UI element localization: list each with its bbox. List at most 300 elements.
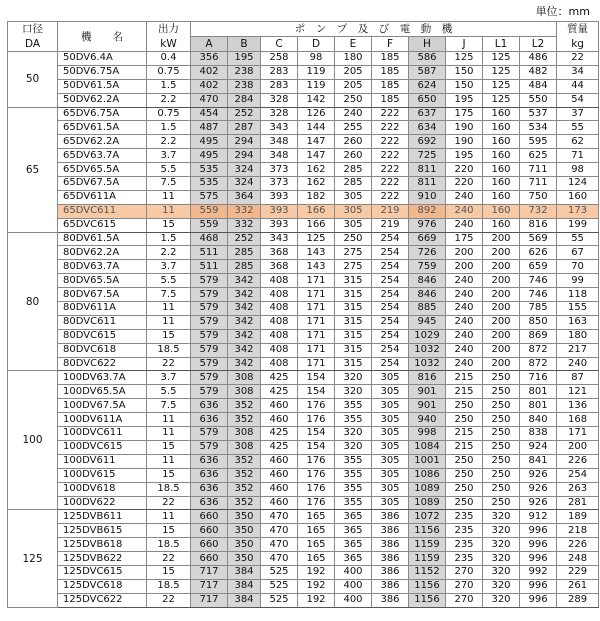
dimension-cell: 373	[261, 163, 298, 177]
dimension-cell: 215	[446, 427, 483, 441]
dimension-cell: 342	[228, 357, 261, 371]
dimension-cell: 160	[483, 107, 520, 121]
dimension-cell: 324	[228, 177, 261, 191]
header-col-b: B	[228, 37, 261, 52]
table-row	[8, 343, 599, 357]
dimension-cell: 192	[298, 565, 335, 579]
power-cell: 5.5	[147, 163, 191, 177]
power-cell: 2.2	[147, 246, 191, 260]
dimension-cell: 386	[372, 579, 409, 593]
dimension-cell: 222	[372, 163, 409, 177]
dimension-cell: 998	[409, 427, 446, 441]
dimension-cell: 238	[228, 79, 261, 93]
dimension-cell: 171	[298, 357, 335, 371]
dimension-cell: 240	[446, 302, 483, 316]
mass-cell: 62	[557, 135, 599, 149]
table-row	[8, 593, 599, 607]
dimension-cell: 945	[409, 315, 446, 329]
dimension-cell: 240	[446, 274, 483, 288]
dimension-cell: 182	[298, 190, 335, 204]
dimension-cell: 160	[483, 190, 520, 204]
table-row	[8, 274, 599, 288]
dimension-cell: 460	[261, 496, 298, 510]
dimension-cell: 308	[228, 427, 261, 441]
dimension-cell: 535	[191, 163, 228, 177]
model-cell: 100DV611A	[58, 413, 147, 427]
dimension-cell: 511	[191, 260, 228, 274]
mass-cell: 124	[557, 177, 599, 191]
table-row	[8, 121, 599, 135]
table-row	[8, 79, 599, 93]
dimension-cell: 342	[228, 302, 261, 316]
header-model: 機 名	[58, 22, 147, 52]
dimension-cell: 143	[298, 260, 335, 274]
dimension-cell: 320	[483, 538, 520, 552]
model-cell: 80DV62.2A	[58, 246, 147, 260]
power-cell: 15	[147, 440, 191, 454]
dimension-cell: 1084	[409, 440, 446, 454]
dimension-cell: 250	[483, 440, 520, 454]
dimension-cell: 254	[372, 329, 409, 343]
model-cell: 100DV611	[58, 454, 147, 468]
dimension-cell: 355	[335, 399, 372, 413]
dimension-cell: 343	[261, 232, 298, 246]
dimension-cell: 373	[261, 177, 298, 191]
dimension-cell: 250	[446, 496, 483, 510]
dimension-cell: 726	[409, 246, 446, 260]
dimension-cell: 460	[261, 482, 298, 496]
dimension-cell: 716	[520, 371, 557, 385]
dimension-cell: 579	[191, 371, 228, 385]
power-cell: 1.5	[147, 79, 191, 93]
mass-cell: 55	[557, 232, 599, 246]
dimension-cell: 332	[228, 204, 261, 218]
mass-cell: 200	[557, 440, 599, 454]
dimension-cell: 408	[261, 274, 298, 288]
table-row	[8, 218, 599, 232]
dimension-cell: 342	[228, 315, 261, 329]
dimension-cell: 650	[409, 93, 446, 107]
bore-cell: 125	[8, 510, 58, 607]
mass-cell: 99	[557, 274, 599, 288]
dimension-cell: 215	[446, 385, 483, 399]
dimension-cell: 850	[520, 315, 557, 329]
table-row	[8, 149, 599, 163]
dimension-cell: 343	[261, 121, 298, 135]
dimension-cell: 816	[520, 218, 557, 232]
dimension-cell: 171	[298, 302, 335, 316]
dimension-cell: 294	[228, 149, 261, 163]
dimension-cell: 940	[409, 413, 446, 427]
dimension-cell: 238	[228, 65, 261, 79]
dimension-cell: 425	[261, 440, 298, 454]
dimension-cell: 165	[298, 510, 335, 524]
mass-cell: 67	[557, 246, 599, 260]
dimension-cell: 270	[446, 593, 483, 607]
dimension-cell: 350	[228, 552, 261, 566]
dimension-cell: 240	[446, 357, 483, 371]
dimension-cell: 660	[191, 538, 228, 552]
dimension-cell: 534	[520, 121, 557, 135]
dimension-cell: 1032	[409, 357, 446, 371]
header-col-f: F	[372, 37, 409, 52]
dimension-cell: 305	[372, 385, 409, 399]
dimension-cell: 258	[261, 52, 298, 66]
dimension-cell: 200	[483, 329, 520, 343]
power-cell: 5.5	[147, 385, 191, 399]
dimension-cell: 470	[261, 552, 298, 566]
table-row	[8, 246, 599, 260]
dimension-cell: 125	[483, 52, 520, 66]
dimension-cell: 285	[335, 177, 372, 191]
table-row	[8, 65, 599, 79]
mass-cell: 70	[557, 260, 599, 274]
dimension-cell: 240	[335, 107, 372, 121]
dimension-cell: 1086	[409, 468, 446, 482]
dimension-cell: 320	[335, 427, 372, 441]
power-cell: 15	[147, 565, 191, 579]
dimension-cell: 470	[261, 538, 298, 552]
dimension-cell: 200	[483, 288, 520, 302]
dimension-cell: 1032	[409, 343, 446, 357]
table-row	[8, 302, 599, 316]
dimension-cell: 912	[520, 510, 557, 524]
dimension-cell: 240	[446, 190, 483, 204]
mass-cell: 226	[557, 454, 599, 468]
model-cell: 100DV618	[58, 482, 147, 496]
power-cell: 2.2	[147, 135, 191, 149]
dimension-cell: 235	[446, 538, 483, 552]
dimension-cell: 180	[335, 52, 372, 66]
dimension-cell: 176	[298, 496, 335, 510]
dimension-cell: 200	[483, 246, 520, 260]
model-cell: 65DV65.5A	[58, 163, 147, 177]
dimension-cell: 525	[261, 565, 298, 579]
model-cell: 100DV63.7A	[58, 371, 147, 385]
dimension-cell: 637	[409, 107, 446, 121]
dimension-cell: 305	[335, 190, 372, 204]
mass-cell: 180	[557, 329, 599, 343]
dimension-cell: 185	[372, 52, 409, 66]
dimension-cell: 926	[520, 496, 557, 510]
dimension-cell: 166	[298, 204, 335, 218]
dimension-cell: 511	[191, 246, 228, 260]
dimension-cell: 195	[446, 93, 483, 107]
dimension-cell: 355	[335, 496, 372, 510]
table-row	[8, 329, 599, 343]
dimension-cell: 785	[520, 302, 557, 316]
dimension-cell: 365	[335, 538, 372, 552]
dimension-cell: 579	[191, 274, 228, 288]
dimension-cell: 200	[483, 302, 520, 316]
model-cell: 80DV63.7A	[58, 260, 147, 274]
power-cell: 0.75	[147, 65, 191, 79]
dimension-cell: 176	[298, 454, 335, 468]
dimension-cell: 408	[261, 343, 298, 357]
dimension-cell: 254	[372, 232, 409, 246]
dimension-cell: 315	[335, 315, 372, 329]
dimension-cell: 250	[483, 371, 520, 385]
dimension-cell: 308	[228, 371, 261, 385]
dimension-cell: 801	[520, 399, 557, 413]
header-col-e: E	[335, 37, 372, 52]
dimension-cell: 364	[228, 190, 261, 204]
table-row	[8, 190, 599, 204]
power-cell: 18.5	[147, 343, 191, 357]
dimension-cell: 154	[298, 371, 335, 385]
dimension-cell: 200	[446, 260, 483, 274]
power-cell: 7.5	[147, 177, 191, 191]
power-cell: 3.7	[147, 260, 191, 274]
dimension-cell: 659	[520, 260, 557, 274]
dimension-cell: 166	[298, 218, 335, 232]
dimension-cell: 315	[335, 274, 372, 288]
dimension-cell: 996	[520, 524, 557, 538]
dimension-cell: 386	[372, 524, 409, 538]
mass-cell: 155	[557, 302, 599, 316]
dimension-cell: 200	[483, 232, 520, 246]
dimension-cell: 579	[191, 357, 228, 371]
dimension-cell: 636	[191, 468, 228, 482]
dimension-cell: 801	[520, 385, 557, 399]
dimension-cell: 98	[298, 52, 335, 66]
dimension-cell: 840	[520, 413, 557, 427]
dimension-cell: 579	[191, 302, 228, 316]
mass-cell: 263	[557, 482, 599, 496]
power-cell: 18.5	[147, 482, 191, 496]
dimension-cell: 350	[228, 524, 261, 538]
dimension-cell: 901	[409, 385, 446, 399]
dimension-cell: 305	[372, 440, 409, 454]
dimension-cell: 125	[298, 232, 335, 246]
dimension-cell: 250	[483, 468, 520, 482]
dimension-cell: 240	[446, 329, 483, 343]
dimension-cell: 222	[372, 107, 409, 121]
power-cell: 1.5	[147, 232, 191, 246]
mass-cell: 163	[557, 315, 599, 329]
header-pump-motor: ポ ン プ 及 び 電 動 機	[191, 22, 557, 37]
dimension-cell: 160	[483, 204, 520, 218]
power-cell: 15	[147, 329, 191, 343]
dimension-cell: 328	[261, 93, 298, 107]
dimension-cell: 1089	[409, 482, 446, 496]
dimension-cell: 579	[191, 440, 228, 454]
mass-cell: 289	[557, 593, 599, 607]
mass-cell: 217	[557, 343, 599, 357]
dimension-cell: 195	[446, 149, 483, 163]
dimension-cell: 393	[261, 218, 298, 232]
dimension-cell: 746	[520, 288, 557, 302]
dimension-cell: 320	[483, 579, 520, 593]
dimension-cell: 1089	[409, 496, 446, 510]
dimension-cell: 250	[483, 482, 520, 496]
model-cell: 100DV67.5A	[58, 399, 147, 413]
dimension-cell: 250	[446, 482, 483, 496]
dimension-cell: 386	[372, 510, 409, 524]
dimension-cell: 365	[335, 552, 372, 566]
header-col-l1: L1	[483, 37, 520, 52]
dimension-cell: 235	[446, 510, 483, 524]
dimension-cell: 254	[372, 302, 409, 316]
dimension-cell: 352	[228, 482, 261, 496]
dimension-cell: 315	[335, 343, 372, 357]
header-da-2: DA	[8, 37, 58, 52]
dimension-cell: 625	[520, 149, 557, 163]
power-cell: 22	[147, 357, 191, 371]
dimension-cell: 250	[335, 232, 372, 246]
power-cell: 22	[147, 593, 191, 607]
dimension-cell: 154	[298, 427, 335, 441]
power-cell: 11	[147, 413, 191, 427]
dimension-cell: 660	[191, 510, 228, 524]
model-cell: 80DV611A	[58, 302, 147, 316]
dimension-cell: 811	[409, 163, 446, 177]
dimension-cell: 176	[298, 468, 335, 482]
table-row	[8, 399, 599, 413]
dimension-cell: 150	[446, 79, 483, 93]
dimension-cell: 222	[372, 177, 409, 191]
dimension-cell: 215	[446, 371, 483, 385]
header-col-l2: L2	[520, 37, 557, 52]
mass-cell: 71	[557, 149, 599, 163]
header-power-2: kW	[147, 37, 191, 52]
power-cell: 15	[147, 524, 191, 538]
dimension-cell: 460	[261, 399, 298, 413]
dimension-cell: 165	[298, 552, 335, 566]
table-row	[8, 232, 599, 246]
dimension-cell: 468	[191, 232, 228, 246]
dimension-cell: 460	[261, 454, 298, 468]
dimension-cell: 222	[372, 135, 409, 149]
dimension-cell: 425	[261, 427, 298, 441]
dimension-cell: 725	[409, 149, 446, 163]
dimension-cell: 869	[520, 329, 557, 343]
dimension-cell: 393	[261, 204, 298, 218]
dimension-cell: 250	[483, 413, 520, 427]
mass-cell: 87	[557, 371, 599, 385]
dimension-cell: 160	[483, 135, 520, 149]
dimension-cell: 525	[261, 579, 298, 593]
dimension-cell: 160	[483, 121, 520, 135]
dimension-cell: 200	[483, 357, 520, 371]
dimension-cell: 1159	[409, 538, 446, 552]
model-cell: 80DVC618	[58, 343, 147, 357]
dimension-cell: 320	[483, 552, 520, 566]
unit-label: 単位：mm	[535, 5, 590, 18]
dimension-cell: 235	[446, 552, 483, 566]
dimension-cell: 200	[483, 274, 520, 288]
dimension-cell: 342	[228, 274, 261, 288]
mass-cell: 248	[557, 552, 599, 566]
model-cell: 80DVC611	[58, 315, 147, 329]
table-body	[8, 52, 599, 608]
dimension-cell: 711	[520, 163, 557, 177]
dimension-cell: 270	[446, 579, 483, 593]
header-power-1: 出力	[147, 22, 191, 37]
power-cell: 5.5	[147, 274, 191, 288]
dimension-cell: 460	[261, 468, 298, 482]
dimension-cell: 308	[228, 440, 261, 454]
dimension-cell: 402	[191, 65, 228, 79]
dimension-cell: 308	[228, 385, 261, 399]
dimension-cell: 535	[191, 177, 228, 191]
power-cell: 18.5	[147, 579, 191, 593]
header-da-1: 口径	[8, 22, 58, 37]
model-cell: 65DV6.75A	[58, 107, 147, 121]
power-cell: 15	[147, 468, 191, 482]
power-cell: 1.5	[147, 121, 191, 135]
power-cell: 15	[147, 218, 191, 232]
dimension-cell: 386	[372, 538, 409, 552]
dimension-cell: 636	[191, 482, 228, 496]
model-cell: 65DVC615	[58, 218, 147, 232]
power-cell: 22	[147, 552, 191, 566]
table-row	[8, 454, 599, 468]
mass-cell: 136	[557, 399, 599, 413]
model-cell: 65DV611A	[58, 190, 147, 204]
dimension-cell: 342	[228, 288, 261, 302]
model-cell: 125DVB611	[58, 510, 147, 524]
dimension-cell: 328	[261, 107, 298, 121]
dimension-cell: 205	[335, 79, 372, 93]
dimension-cell: 569	[520, 232, 557, 246]
dimension-cell: 408	[261, 315, 298, 329]
dimension-cell: 575	[191, 190, 228, 204]
header-col-d: D	[298, 37, 335, 52]
dimension-cell: 305	[372, 468, 409, 482]
dimension-cell: 408	[261, 357, 298, 371]
dimension-cell: 126	[298, 107, 335, 121]
dimension-cell: 1156	[409, 579, 446, 593]
dimension-cell: 352	[228, 413, 261, 427]
model-cell: 100DV622	[58, 496, 147, 510]
dimension-cell: 487	[191, 121, 228, 135]
dimension-cell: 408	[261, 302, 298, 316]
dimension-cell: 254	[372, 315, 409, 329]
power-cell: 7.5	[147, 399, 191, 413]
mass-cell: 118	[557, 288, 599, 302]
dimension-cell: 287	[228, 121, 261, 135]
dimension-cell: 342	[228, 329, 261, 343]
table-row	[8, 52, 599, 66]
bore-cell: 80	[8, 232, 58, 371]
dimension-cell: 185	[372, 79, 409, 93]
dimension-cell: 624	[409, 79, 446, 93]
dimension-cell: 142	[298, 93, 335, 107]
power-cell: 11	[147, 204, 191, 218]
dimension-cell: 838	[520, 427, 557, 441]
dimension-cell: 240	[446, 204, 483, 218]
bore-cell: 100	[8, 371, 58, 510]
dimension-cell: 250	[483, 385, 520, 399]
dimension-cell: 320	[335, 385, 372, 399]
model-cell: 125DVB622	[58, 552, 147, 566]
dimension-cell: 254	[372, 274, 409, 288]
power-cell: 0.4	[147, 52, 191, 66]
table-row	[8, 413, 599, 427]
mass-cell: 54	[557, 93, 599, 107]
model-cell: 100DVC611	[58, 427, 147, 441]
table-row	[8, 357, 599, 371]
dimension-cell: 1156	[409, 524, 446, 538]
dimension-cell: 1156	[409, 593, 446, 607]
table-row	[8, 135, 599, 149]
dimension-cell: 222	[372, 121, 409, 135]
dimension-cell: 350	[228, 538, 261, 552]
dimension-cell: 320	[483, 510, 520, 524]
dimension-cell: 356	[191, 52, 228, 66]
bore-cell: 65	[8, 107, 58, 232]
